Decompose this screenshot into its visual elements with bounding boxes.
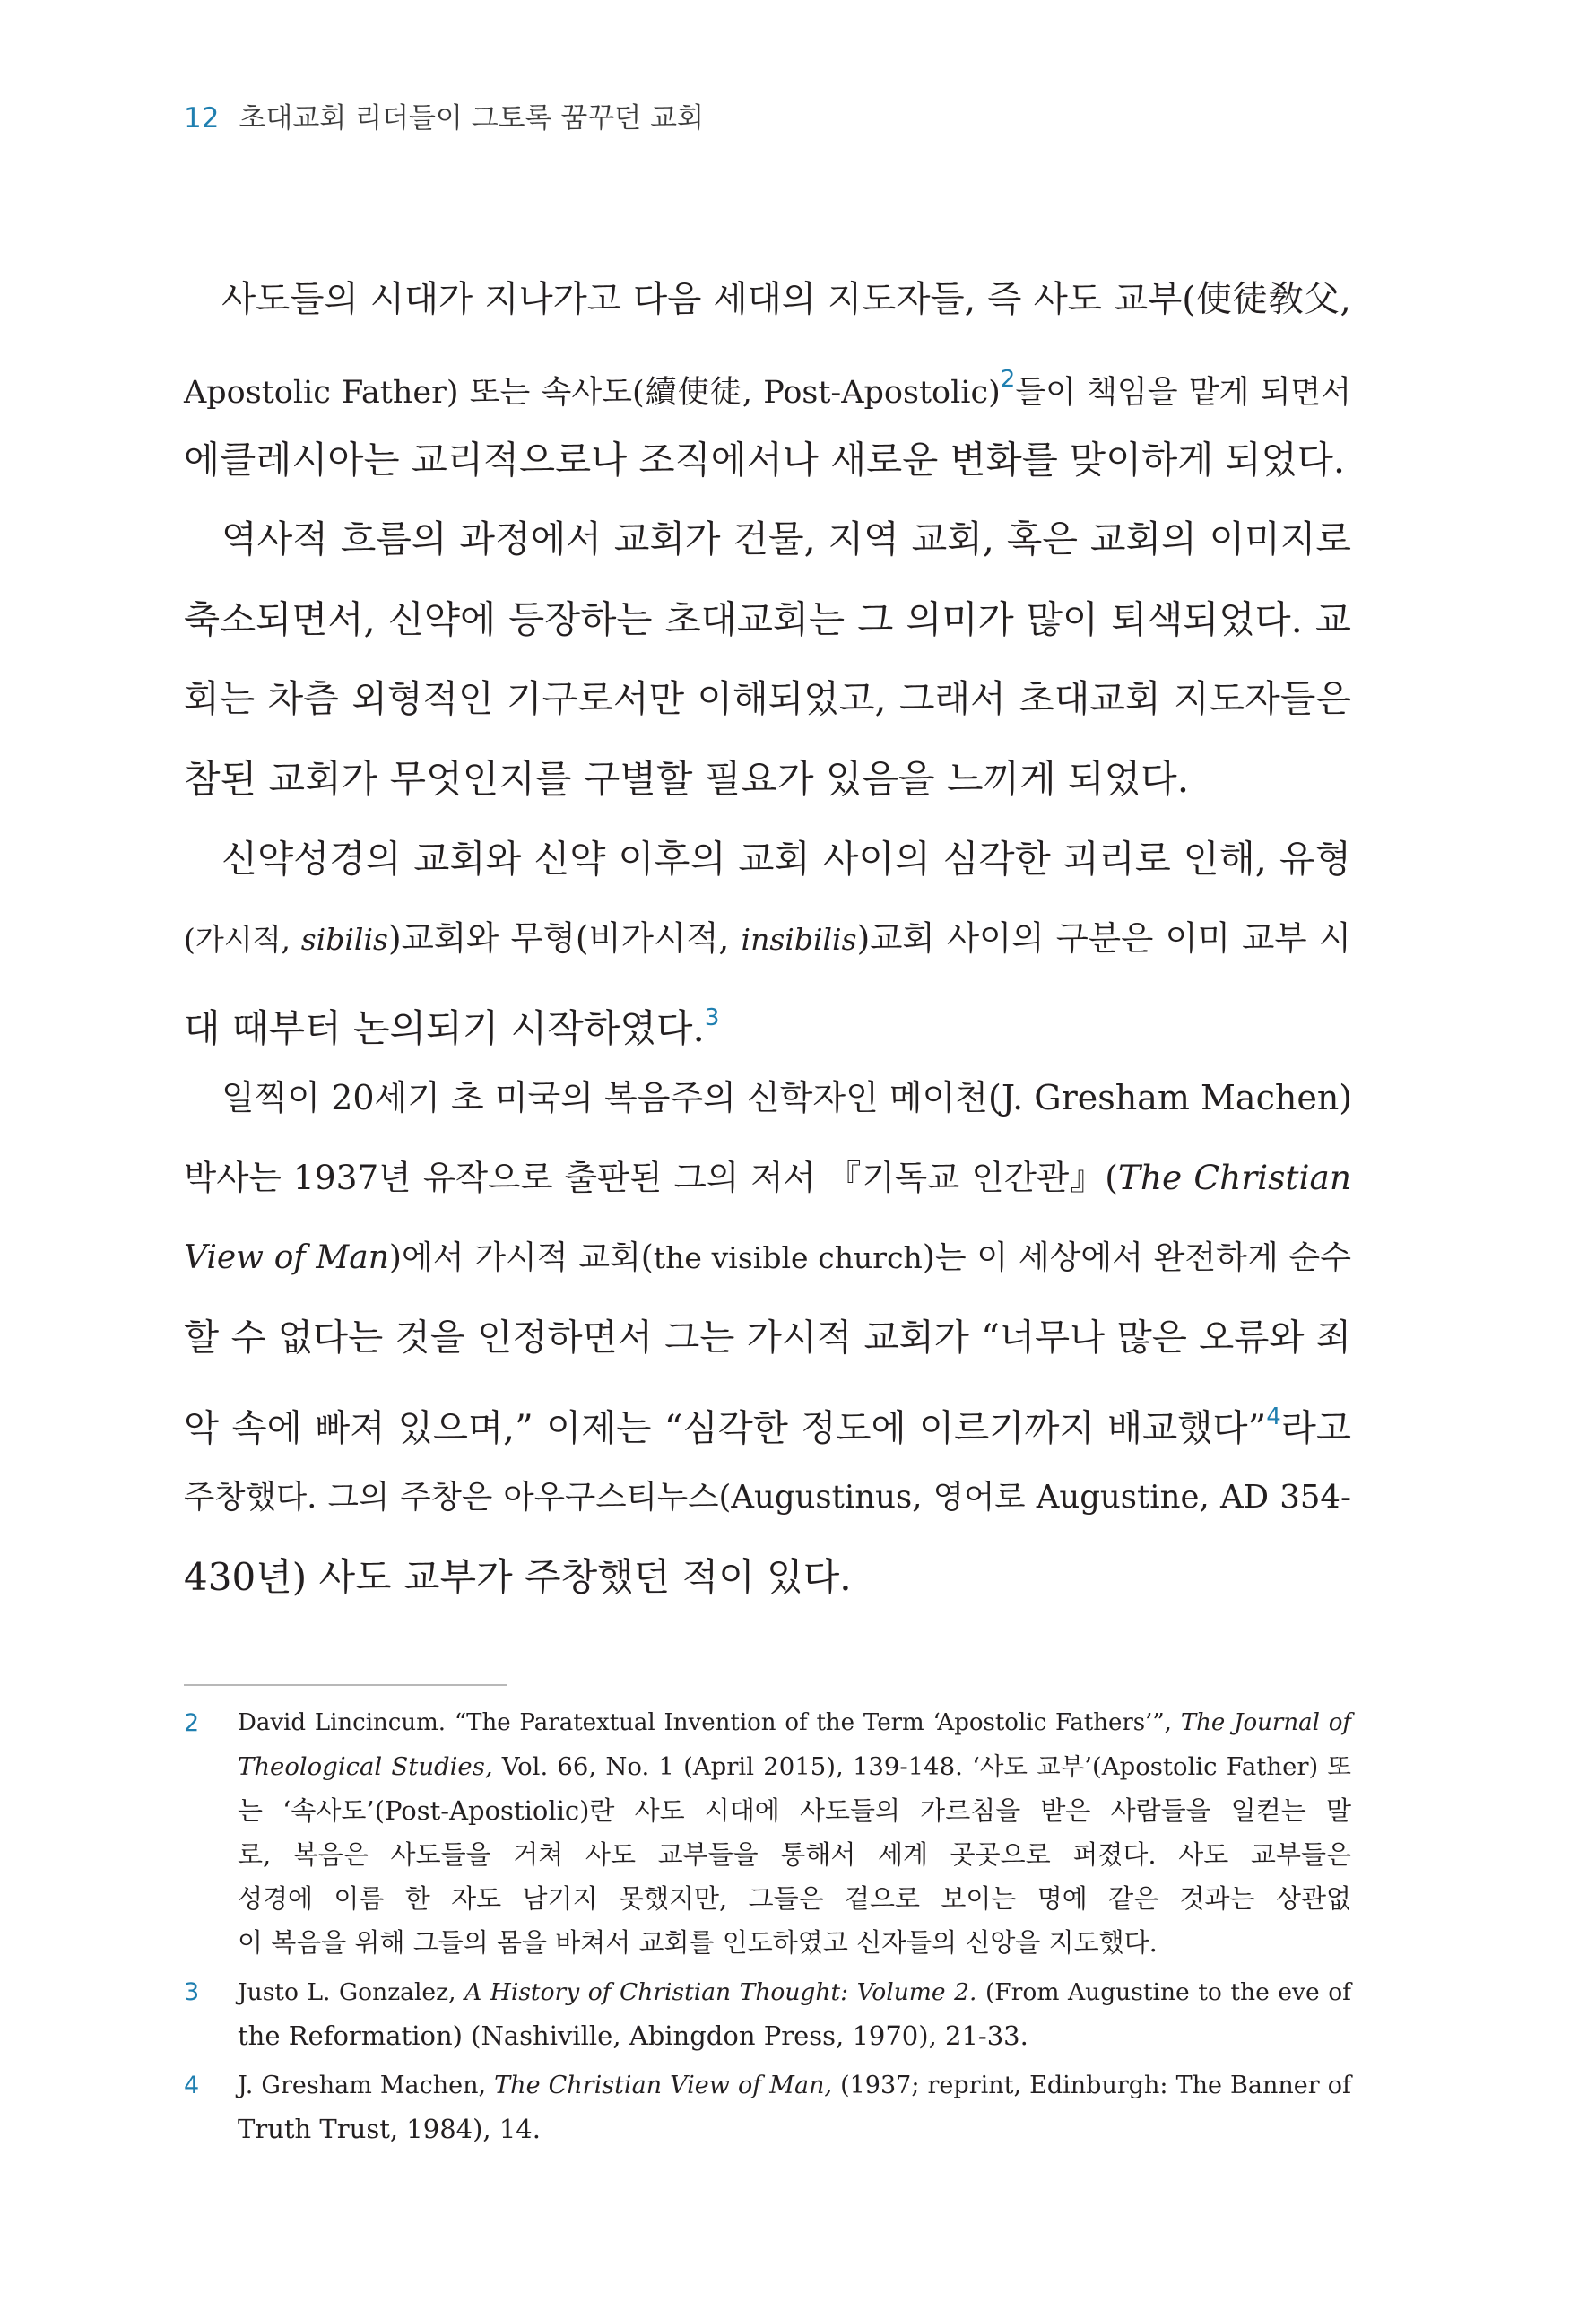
p4-l5-text-b: 라고: [1280, 1406, 1351, 1449]
footnote-2-line-5: 성경에 이름 한 자도 남기지 못했지만, 그들은 겉으로 보이는 명예 같은 것과는 상관없: [238, 1883, 1351, 1914]
paragraph-1-line-2: [184, 340, 1351, 420]
p4-l3-text-a: )에서 가시적 교회(: [388, 1239, 654, 1276]
p3-l2-italic-sibilis: sibilis: [300, 922, 388, 957]
paragraph-2-line-1: 역사적 흐름의 과정에서 교회가 건물, 지역 교회, 혹은 교회의 이미지로: [221, 517, 1351, 560]
paragraph-4-line-4: 할 수 없다는 것을 인정하면서 그는 가시적 교회가 “너무나 많은 오류와 죄: [184, 1316, 1351, 1359]
p3-l2-text-b: )교회와 무형(비가시적,: [387, 918, 742, 958]
p3-l3-text: 대 때부터 논의되기 시작하였다.: [184, 1006, 705, 1050]
footnote-2-line-1: [238, 1701, 1351, 1745]
footnote-ref-2[interactable]: 2: [1000, 366, 1016, 393]
fn2-l2-italic: Theological Studies,: [238, 1752, 493, 1781]
fn4-l1-text-b: (1937; reprint, Edinburgh: The Banner of: [832, 2072, 1351, 2099]
paragraph-3-line-3: [184, 978, 1351, 1058]
paragraph-2-line-4: 참된 교회가 무엇인지를 구별할 필요가 있음을 느끼게 되었다.: [184, 757, 1190, 801]
paragraph-3-line-2: [184, 899, 1351, 978]
footnote-3-line-2: the Reformation) (Nashiville, Abingdon Press, 1970), 21-33.: [238, 2020, 1028, 2051]
footnote-ref-4[interactable]: 4: [1266, 1403, 1281, 1430]
paragraph-1-line-3: 에클레시아는 교리적으로나 조직에서나 새로운 변화를 맞이하게 되었다.: [184, 438, 1346, 482]
p1-l2-text-b: 들이 책임을 맡게 되면서: [1015, 375, 1351, 411]
paragraph-2-line-3: 회는 차츰 외형적인 기구로서만 이해되었고, 그래서 초대교회 지도자들은: [184, 677, 1351, 720]
paragraph-4-line-7: 430년) 사도 교부가 주창했던 적이 있다.: [184, 1555, 852, 1599]
footnote-2-line-4: 로, 복음은 사도들을 거쳐 사도 교부들을 통해서 세계 곳곳으로 퍼졌다. 사도 교부들은: [238, 1839, 1351, 1870]
p3-l2-text-c: )교회 사이의 구분은 이미 교부 시: [856, 918, 1351, 958]
body-text: [184, 260, 1351, 1617]
p4-l3-italic-title: View of Man: [184, 1239, 389, 1276]
fn3-l1-text-b: (From Augustine to the eve of: [976, 1978, 1351, 2006]
footnote-divider: [184, 1684, 507, 1686]
paragraph-1-line-1: 사도들의 시대가 지나가고 다음 세대의 지도자들, 즉 사도 교부(使徒敎父,: [221, 279, 1351, 320]
footnote-2-line-6: 이 복음을 위해 그들의 몸을 바쳐서 교회를 인도하였고 신자들의 신앙을 지도했다.: [238, 1927, 1158, 1958]
footnote-number: 2: [184, 1709, 200, 1737]
p4-l5-text-a: 악 속에 빠져 있으며,” 이제는 “심각한 정도에 이르기까지 배교했다”: [184, 1406, 1267, 1449]
p4-l2-text-a: 박사는 1937년 유작으로 출판된 그의 저서 『기독교 인간관』(: [184, 1158, 1118, 1197]
paragraph-4-line-5: [184, 1377, 1351, 1457]
footnote-4-line-1: [238, 2064, 1351, 2107]
paragraph-4-line-6: 주창했다. 그의 주창은 아우구스티누스(Augustinus, 영어로 Augustine, AD 354-: [184, 1479, 1351, 1516]
footnote-4-line-2: Truth Trust, 1984), 14.: [238, 2114, 541, 2144]
p4-l3-visible-church: the visible church: [653, 1240, 923, 1275]
page-number: 12: [184, 102, 220, 135]
footnote-2-line-2: [238, 1745, 1351, 1789]
fn2-l1-text: David Lincincum. “The Paratextual Invention of the Term ‘Apostolic Fathers’”,: [238, 1709, 1181, 1736]
footnote-2: [184, 1701, 1351, 1965]
footnote-2-line-3: 는 ‘속사도’(Post-Apostiolic)란 사도 시대에 사도들의 가르침을 받은 사람들을 일컫는 말: [238, 1795, 1351, 1826]
footnote-ref-3[interactable]: 3: [704, 1004, 720, 1031]
paragraph-3-line-1: 신약성경의 교회와 신약 이후의 교회 사이의 심각한 괴리로 인해, 유형: [221, 837, 1351, 881]
footnote-4: [184, 2064, 1351, 2151]
fn3-l1-italic: A History of Christian Thought: Volume 2.: [464, 1978, 977, 2006]
p1-l2-text-a: Apostolic Father) 또는 속사도(續使徒, Post-Apostolic): [184, 375, 1001, 411]
paragraph-4-line-3: [184, 1218, 1351, 1298]
footnote-3-line-1: [238, 1970, 1351, 2014]
running-title: 초대교회 리더들이 그토록 꿈꾸던 교회: [239, 102, 705, 135]
paragraph-4-line-1: 일찍이 20세기 초 미국의 복음주의 신학자인 메이천(J. Gresham Machen): [221, 1078, 1353, 1117]
p3-l2-italic-insibilis: insibilis: [741, 922, 857, 957]
fn4-l1-italic: The Christian View of Man,: [494, 2072, 833, 2099]
p4-l2-italic-title: The Christian: [1117, 1158, 1351, 1197]
paragraph-4-line-2: [184, 1138, 1351, 1218]
p4-l3-text-b: )는 이 세상에서 완전하게 순수: [922, 1239, 1351, 1276]
fn2-l2-text: Vol. 66, No. 1 (April 2015), 139-148. ‘사도 교부’(Apostolic Father) 또: [492, 1752, 1351, 1781]
footnote-number: 3: [184, 1978, 200, 2006]
p3-l2-text-a: (가시적,: [184, 922, 301, 957]
paragraph-2-line-2: 축소되면서, 신약에 등장하는 초대교회는 그 의미가 많이 퇴색되었다. 교: [184, 597, 1351, 641]
fn4-l1-text-a: J. Gresham Machen,: [238, 2072, 495, 2099]
fn3-l1-text-a: Justo L. Gonzalez,: [238, 1978, 465, 2006]
footnotes: [184, 1701, 1351, 2157]
fn2-l1-italic: The Journal of: [1180, 1709, 1351, 1736]
footnote-number: 4: [184, 2072, 200, 2099]
running-header: [184, 100, 704, 136]
footnote-3: [184, 1970, 1351, 2058]
